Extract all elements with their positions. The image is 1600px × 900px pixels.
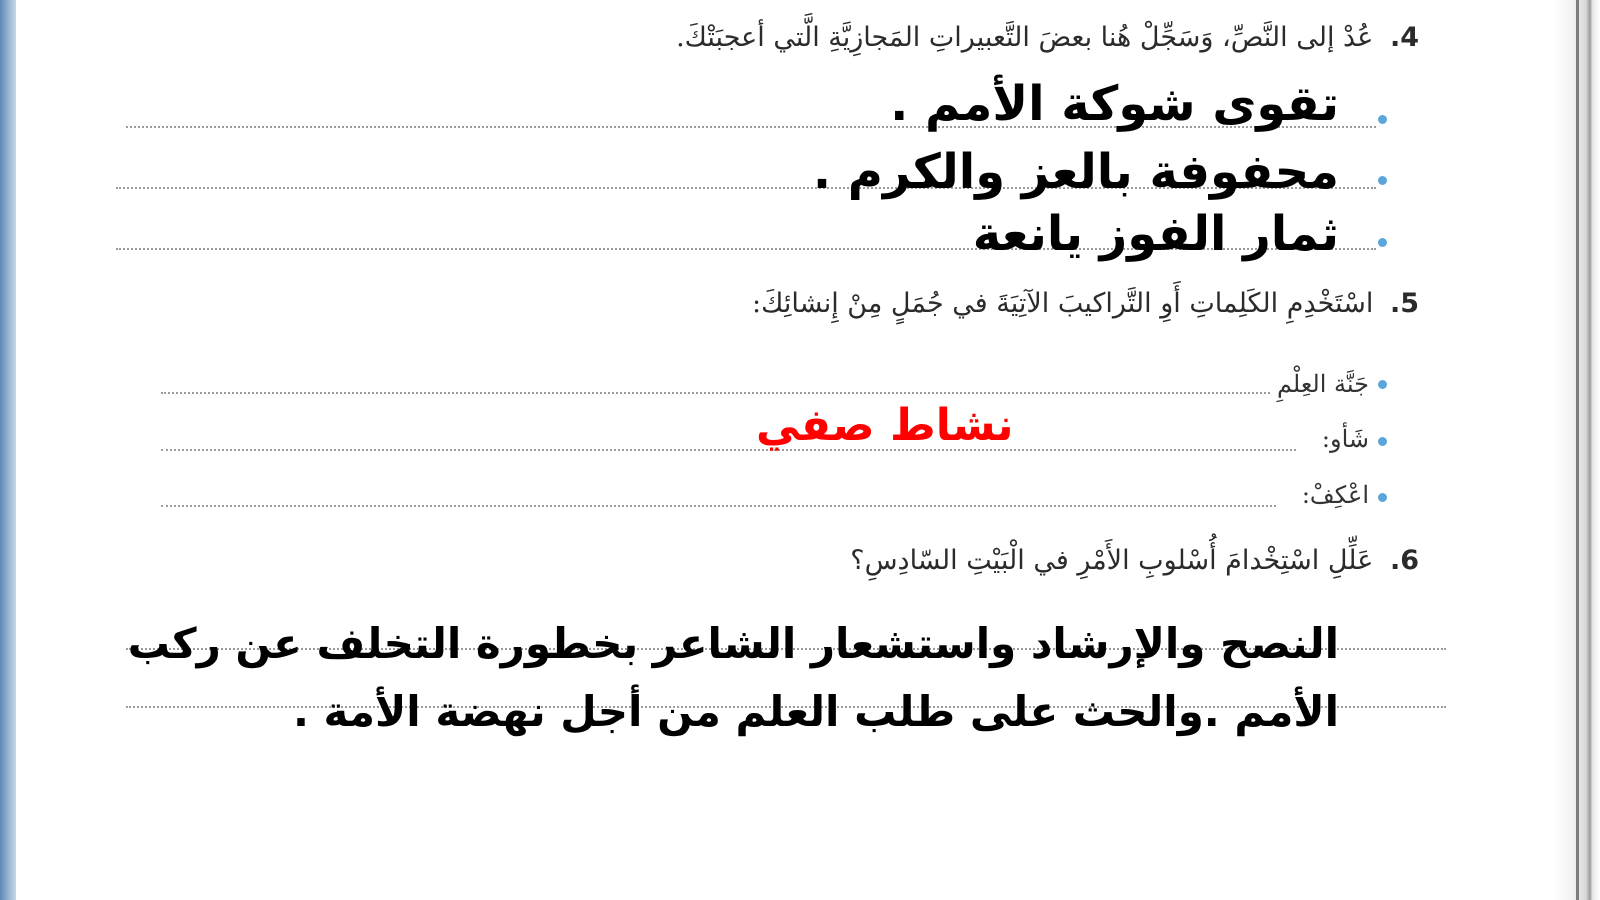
answer-4-2: محفوفة بالعز والكرم .: [812, 144, 1339, 200]
answer-6: النصح والإرشاد واستشعار الشاعر بخطورة التخلف عن ركب الأمم .والحث على طلب العلم من أجل نهضة الأمة .: [127, 619, 1339, 736]
question-6-text: عَلِّلِ اسْتِخْدامَ أُسْلوبِ الأَمْرِ في الْبَيْتِ السّادِسِ؟: [850, 545, 1374, 576]
question-4-number: 4.: [1389, 22, 1419, 53]
answer-4-1: تقوى شوكة الأمم .: [890, 76, 1339, 132]
answer-4-3: ثمار الفوز يانعة: [972, 206, 1339, 262]
bullet-icon: [1378, 437, 1387, 446]
item-5-3: اعْكِفْ:: [1296, 481, 1369, 509]
answer-line-5-2: [161, 449, 1296, 451]
answer-line-5-3: [161, 505, 1276, 507]
class-activity-label: نشاط صفي: [756, 400, 1014, 451]
slide-left-border: [0, 0, 16, 900]
book-binding-edge: [1554, 0, 1600, 900]
question-4-text: عُدْ إلى النَّصِّ، وَسَجِّلْ هُنا بعضَ التَّعبيراتِ المَجازِيَّةِ الَّتي أعجبَتْكَ.: [676, 22, 1374, 53]
bullet-icon: [1378, 238, 1387, 247]
bullet-icon: [1378, 493, 1387, 502]
question-5-text: اسْتَخْدِمِ الكَلِماتِ أَوِ التَّراكيبَ الآتِيَةَ في جُمَلٍ مِنْ إِنشائِكَ:: [752, 288, 1374, 319]
question-5-number: 5.: [1389, 288, 1419, 319]
question-4: [676, 22, 1419, 53]
item-5-2: شَأو:: [1316, 425, 1369, 453]
bullet-icon: [1378, 176, 1387, 185]
bullet-icon: [1378, 380, 1387, 389]
question-5: [752, 288, 1419, 319]
answer-line-5-1: [161, 392, 1286, 394]
question-6: [850, 545, 1419, 576]
worksheet-page: [16, 0, 1554, 900]
question-6-number: 6.: [1389, 545, 1419, 576]
item-5-1: جَنَّة العِلْمِ: [1271, 370, 1369, 398]
bullet-icon: [1378, 115, 1387, 124]
